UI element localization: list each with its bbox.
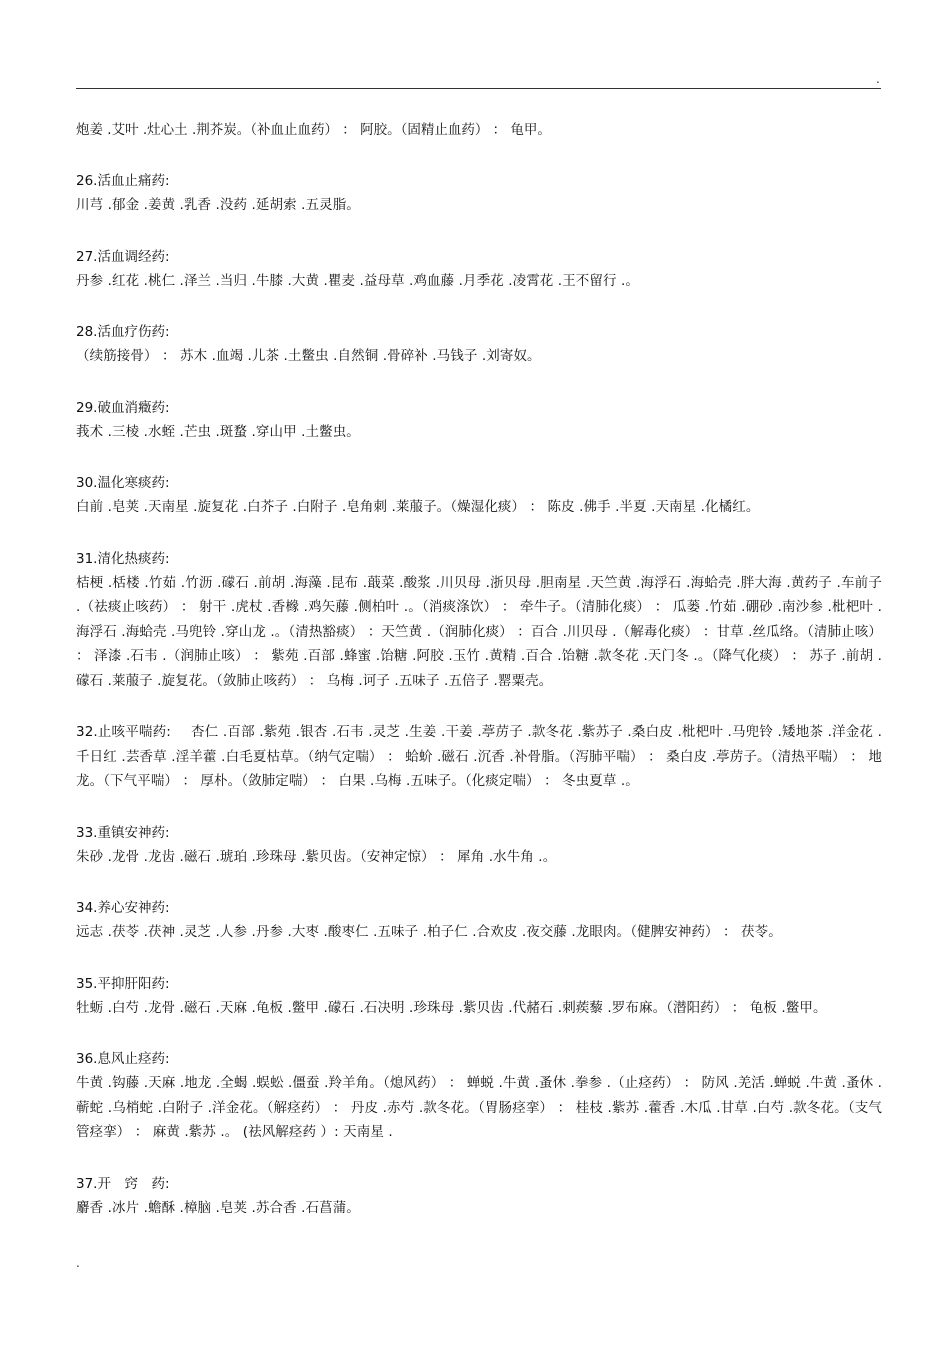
section-heading: 28.活血疗伤药:: [76, 324, 170, 340]
section-body: 桔梗 .栝楼 .竹茹 .竹沥 .礞石 .前胡 .海藻 .昆布 .蕺菜 .酸浆 .川贝母 .浙贝母 .胆南星 .天竺黄 .海浮石 .海蛤壳 .胖大海 .黄药子 .车前子 .（祛痰止咳药） ： 射干 .虎杖 .香橼 .鸡矢藤 .侧柏叶 .。（消痰涤饮） ： 牵牛子。（清肺化痰） ： 瓜蒌 .竹茹 .硼砂 .南沙参 .枇杷叶 .海浮石 .海蛤壳 .马兜铃 .穿山龙 .。（清热豁痰） ：天竺黄 .（润肺化痰） ：百合 .川贝母 .（解毒化痰） ：甘草 .丝瓜络。（清肺止咳） ： 泽漆 .石韦 .（润肺止咳） ： 紫苑 .百部 .蜂蜜 .饴糖 .阿胶 .玉竹 .黄精 .百合 .饴糖 .款冬花 .天门冬 .。（降气化痰） ： 苏子 .前胡 .礞石 .莱菔子 .旋复花。（敛肺止咳药） ： 乌梅 .诃子 .五味子 .五倍子 .罂粟壳。: [76, 574, 882, 689]
section-body: 莪术 .三棱 .水蛭 .芒虫 .斑蝥 .穿山甲 .土鳖虫。: [76, 423, 360, 440]
section-28: [76, 320, 882, 369]
section-26: [76, 169, 882, 218]
section-heading: 37.开 窍 药:: [76, 1175, 170, 1192]
section-heading: 27.活血调经药:: [76, 248, 170, 265]
section-body: 麝香 .冰片 .蟾酥 .樟脑 .皂荚 .苏合香 .石菖蒲。: [76, 1199, 360, 1216]
document-body: [76, 118, 882, 1247]
section-body: （续筋接骨） ： 苏木 .血竭 .儿茶 .土鳖虫 .自然铜 .骨碎补 .马钱子 .刘寄奴。: [76, 348, 541, 364]
section-32: [76, 720, 882, 794]
section-body: [76, 720, 882, 794]
intro-paragraph: 炮姜 .艾叶 .灶心土 .荆芥炭。（补血止血药） ： 阿胶。（固精止血药） ： 龟甲。: [76, 122, 551, 138]
section-37: [76, 1172, 882, 1221]
section-body: 朱砂 .龙骨 .龙齿 .磁石 .琥珀 .珍珠母 .紫贝齿。（安神定惊） ： 犀角 .水牛角 .。: [76, 848, 557, 865]
section-34: [76, 896, 882, 945]
section-body: 牡蛎 .白芍 .龙骨 .磁石 .天麻 .龟板 .鳖甲 .礞石 .石决明 .珍珠母 .紫贝齿 .代赭石 .刺蒺藜 .罗布麻。（潜阳药） ： 龟板 .鳖甲。: [76, 999, 827, 1016]
section-body-text: 杏仁 .百部 .紫苑 .银杏 .石韦 .灵芝 .生姜 .干姜 .葶苈子 .款冬花 .紫苏子 .桑白皮 .枇杷叶 .马兜铃 .矮地茶 .洋金花 .千日红 .芸香草 .淫羊藿 .白毛夏枯草。（纳气定喘） ： 蛤蚧 .磁石 .沉香 .补骨脂。（泻肺平喘） ： 桑白皮 .葶苈子。（清热平喘） ： 地龙。（下气平喘） ： 厚朴。（敛肺定喘） ： 白果 .乌梅 .五味子。（化痰定喘） ： 冬虫夏草 .。: [76, 724, 882, 789]
section-heading: 34.养心安神药:: [76, 900, 170, 916]
section-heading: 26.活血止痛药:: [76, 173, 170, 189]
section-body: 牛黄 .钩藤 .天麻 .地龙 .全蝎 .蜈蚣 .僵蚕 .羚羊角。（熄风药） ： 蝉蜕 .牛黄 .蚤休 .拳参 .（止痉药） ： 防风 .羌活 .蝉蜕 .牛黄 .蚤休 .蕲蛇 .乌梢蛇 .白附子 .洋金花。（解痉药） ： 丹皮 .赤芍 .款冬花。（胃肠痉挛） ： 桂枝 .紫苏 .藿香 .木瓜 .甘草 .白芍 .款冬花。（支气管痉挛） ： 麻黄 .紫苏 .。 (祛风解痉药 ）: 天南星 .: [76, 1075, 882, 1140]
header-corner-mark: .: [876, 72, 880, 86]
section-heading: 33.重镇安神药:: [76, 824, 170, 841]
section-33: [76, 821, 882, 870]
section-35: [76, 972, 882, 1021]
section-31: [76, 547, 882, 694]
section-heading: 30.温化寒痰药:: [76, 475, 170, 491]
section-body: 白前 .皂荚 .天南星 .旋复花 .白芥子 .白附子 .皂角刺 .莱菔子。（燥湿化痰） ： 陈皮 .佛手 .半夏 .天南星 .化橘红。: [76, 499, 760, 515]
section-body: 川芎 .郁金 .姜黄 .乳香 .没药 .延胡索 .五灵脂。: [76, 197, 360, 213]
section-body: 丹参 .红花 .桃仁 .泽兰 .当归 .牛膝 .大黄 .瞿麦 .益母草 .鸡血藤 .月季花 .凌霄花 .王不留行 .。: [76, 272, 639, 289]
footer-corner-mark: .: [76, 1256, 80, 1270]
section-heading: 35.平抑肝阳药:: [76, 975, 170, 992]
section-heading-inline: 32.止咳平喘药:: [76, 724, 171, 740]
section-heading: 29.破血消癥药:: [76, 399, 170, 416]
section-heading: 36.息风止痉药:: [76, 1051, 170, 1067]
section-body: 远志 .茯苓 .茯神 .灵芝 .人参 .丹参 .大枣 .酸枣仁 .五味子 .柏子仁 .合欢皮 .夜交藤 .龙眼肉。（健脾安神药） ： 茯苓。: [76, 924, 782, 940]
section-29: [76, 396, 882, 445]
section-30: [76, 471, 882, 520]
section-36: [76, 1047, 882, 1145]
header-rule: [76, 88, 881, 89]
section-27: [76, 245, 882, 294]
section-heading: 31.清化热痰药:: [76, 550, 170, 567]
